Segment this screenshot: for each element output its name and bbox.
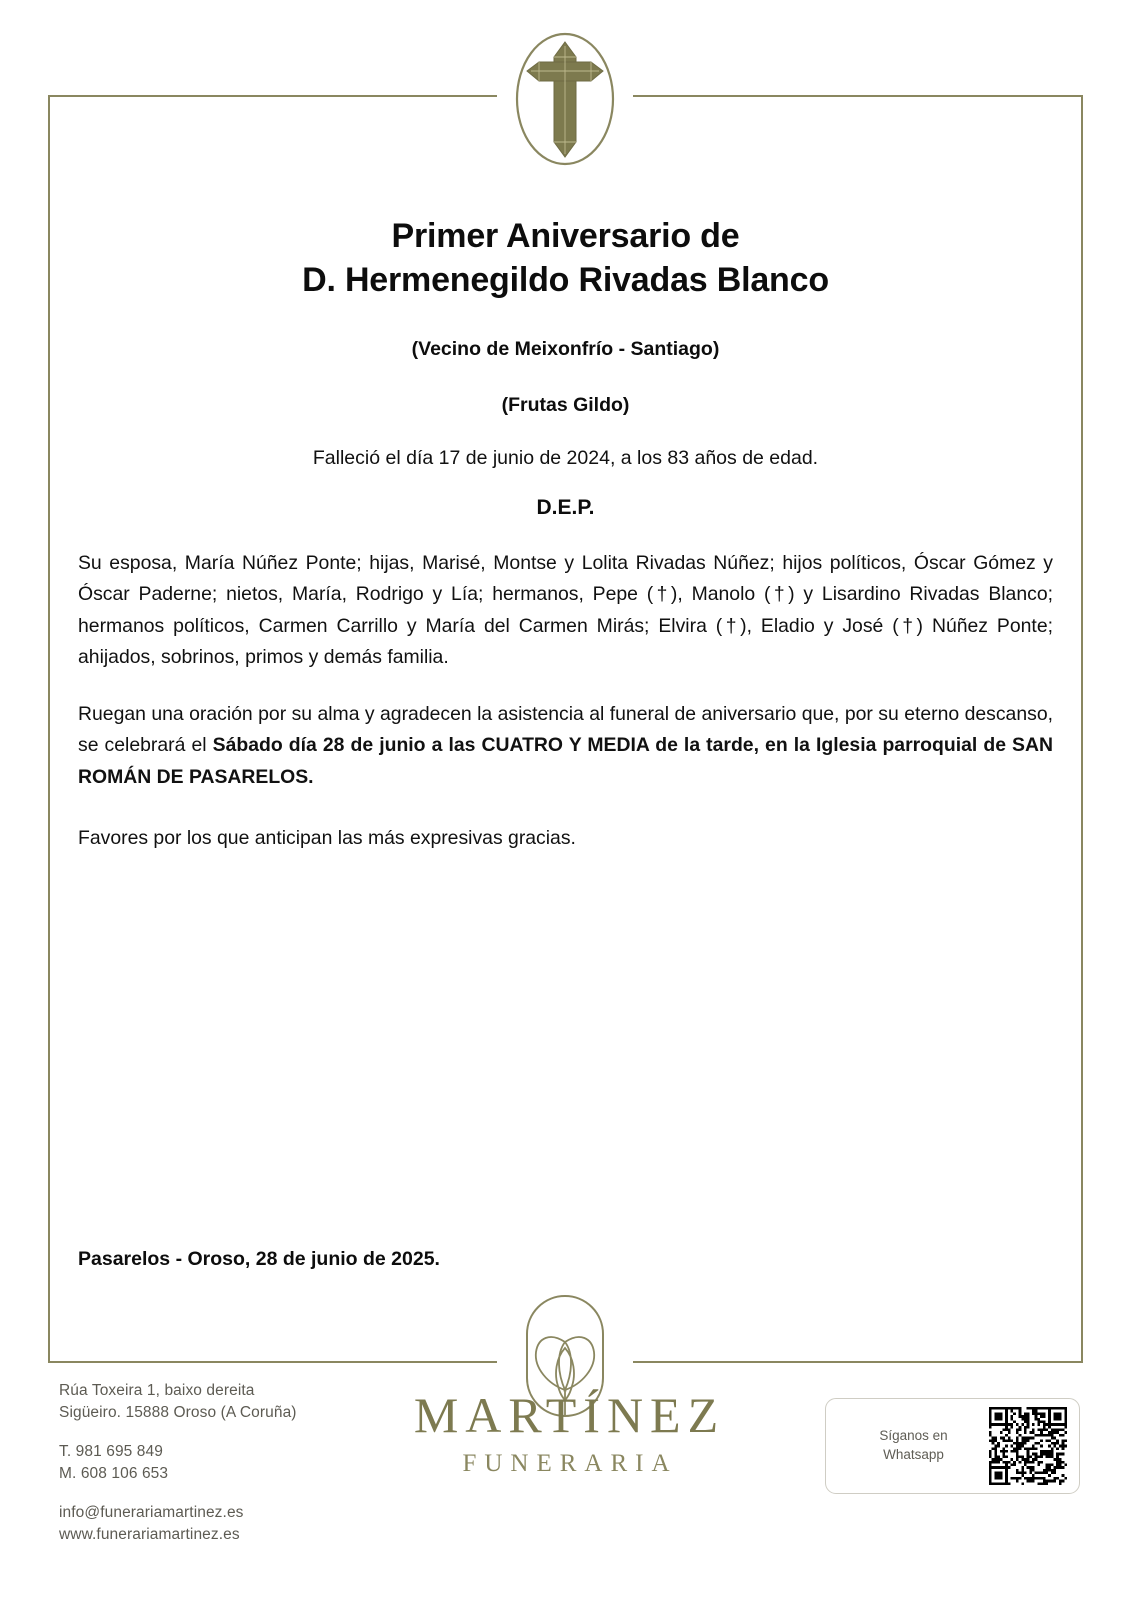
- title-line-1: Primer Aniversario de: [391, 217, 740, 255]
- notice-content: [78, 215, 1053, 874]
- notice-subtitle-nickname: (Frutas Gildo): [501, 394, 630, 417]
- family-paragraph: Su esposa, María Núñez Ponte; hijas, Marisé, Montse y Lolita Rivadas Núñez; hijos políticos, Óscar Gómez y Óscar Paderne; nietos, María, Rodrigo y Lía; hermanos, Pepe (†), Manolo (†) y Lisardino Rivadas Blanco; hermanos políticos, Carmen Carrillo y María del Carmen Mirás; Elvira (†), Eladio y José (†) Núñez Ponte; ahijados, sobrinos, primos y demás familia.: [78, 552, 1053, 669]
- thanks-paragraph: Favores por los que anticipan las más expresivas gracias.: [78, 827, 576, 850]
- service-paragraph: [78, 699, 1053, 793]
- dep-abbreviation: D.E.P.: [536, 496, 595, 520]
- address-block: [59, 1380, 297, 1424]
- cross-icon: [497, 24, 633, 174]
- brand-name: MARTÍNEZ: [413, 1387, 726, 1443]
- notice-subtitle-origin: (Vecino de Meixonfrío - Santiago): [411, 338, 720, 361]
- page-footer: [0, 1380, 1131, 1600]
- brand-subtitle: FUNERARIA: [462, 1450, 678, 1477]
- whatsapp-card[interactable]: [825, 1398, 1080, 1494]
- address-line-2: Sigüeiro. 15888 Oroso (A Coruña): [59, 1404, 297, 1421]
- title-line-2: D. Hermenegildo Rivadas Blanco: [302, 260, 829, 299]
- whatsapp-label-line-2: Whatsapp: [883, 1447, 944, 1462]
- death-date-line: Falleció el día 17 de junio de 2024, a los 83 años de edad.: [312, 447, 819, 470]
- contact-info: [59, 1380, 297, 1546]
- address-line-1: Rúa Toxeira 1, baixo dereita: [59, 1382, 255, 1399]
- whatsapp-label: [838, 1427, 989, 1464]
- place-and-date: Pasarelos - Oroso, 28 de junio de 2025.: [78, 1248, 440, 1270]
- phone-mobile[interactable]: M. 608 106 653: [59, 1465, 169, 1482]
- service-text-regular: Ruegan una oración por su alma y agradecen la asistencia al funeral de aniversario que, por su eterno descanso, se celebrará el: [78, 702, 1053, 757]
- brand-lockup: [386, 1387, 746, 1478]
- notice-title: [78, 215, 1053, 302]
- phone-landline[interactable]: T. 981 695 849: [59, 1443, 163, 1460]
- phone-block: [59, 1441, 297, 1485]
- qr-code-icon[interactable]: [989, 1407, 1067, 1485]
- service-text-bold: Sábado día 28 de junio a las CUATRO Y MEDIA de la tarde, en la Iglesia parroquial de SAN ROMÁN DE PASARELOS.: [78, 734, 1053, 788]
- web-block: [59, 1502, 297, 1546]
- cross-emblem: [497, 24, 633, 174]
- whatsapp-label-line-1: Síganos en: [879, 1428, 948, 1444]
- email-address[interactable]: info@funerariamartinez.es: [59, 1504, 244, 1521]
- website-url[interactable]: www.funerariamartinez.es: [59, 1526, 240, 1543]
